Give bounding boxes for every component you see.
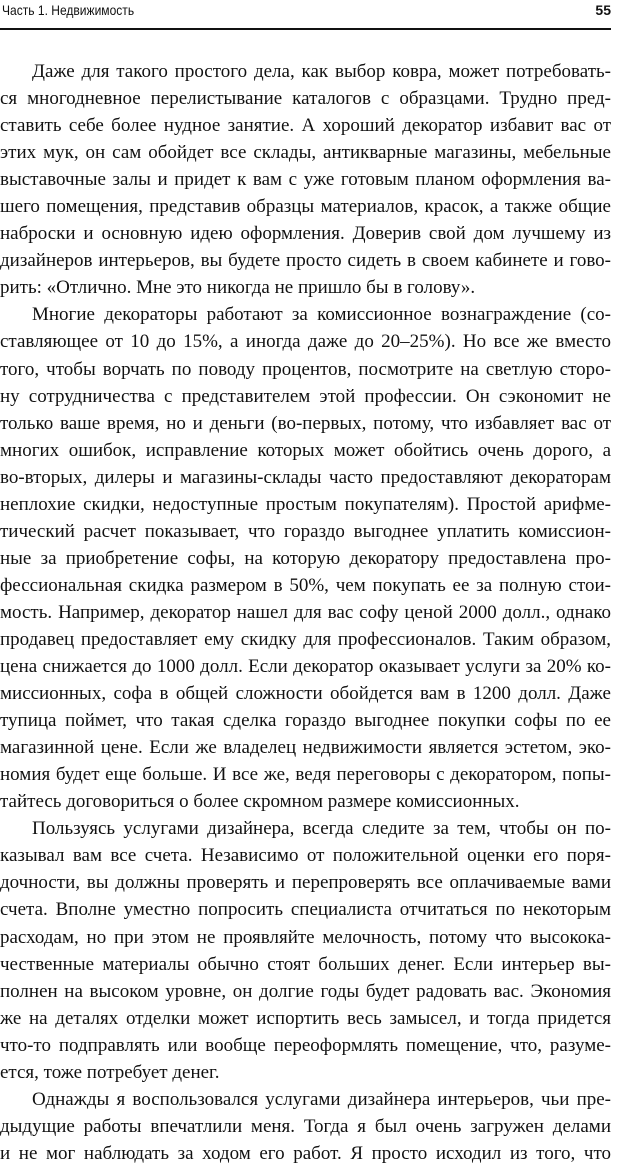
text-line: казывал вам все счета. Независимо от положительной оценки его поря- (0, 845, 611, 867)
text-line: тайтесь договориться о более скромном размере комиссионных. (0, 791, 520, 813)
page-number: 55 (595, 2, 611, 18)
text-line: ные за приобретение софы, на которую декоратору предоставлена про- (0, 547, 611, 569)
text-line: цена снижается до 1000 долл. Если декоратор оказывает услуги за 20% ко- (0, 656, 611, 678)
text-line: полнен на высоком уровне, он долгие годы будет радовать вас. Экономия (0, 980, 611, 1002)
text-line: счета. Вполне уместно попросить специалиста отчитаться по некоторым (0, 899, 611, 921)
text-line: только ваше время, но и деньги (во-первых, потому, что избавляет вас от (0, 412, 611, 434)
text-line: дыдущие работы впечатлили меня. Тогда я был очень загружен делами (0, 1115, 611, 1137)
text-line: Даже для такого простого дела, как выбор ковра, может потребовать- (32, 61, 611, 82)
text-line: во-вторых, дилеры и магазины-склады часто предоставляют декораторам (0, 466, 611, 488)
paragraph (0, 58, 611, 301)
text-line: ну сотрудничества с представителем этой профессии. Он сэкономит не (0, 385, 611, 407)
text-line: неплохие скидки, недоступные простым покупателям). Простой арифме- (0, 493, 611, 515)
text-line: выставочные залы и придет к вам с уже готовым планом оформления ва- (0, 169, 611, 191)
text-line: тический расчет показывает, что гораздо выгоднее уплатить комиссион- (0, 520, 611, 542)
body-text (0, 58, 611, 1167)
text-line: и не мог наблюдать за ходом его работ. Я просто исходил из того, что (0, 1142, 611, 1164)
text-line: продавец предоставляет ему скидку для профессионалов. Таким образом, (0, 628, 611, 650)
text-line: магазинной цене. Если же владелец недвижимости является эстетом, эко- (0, 737, 611, 759)
text-line: Однажды я воспользовался услугами дизайнера интерьеров, чьи пре- (32, 1088, 611, 1110)
text-line: наброски и основную идею оформления. Доверив свой дом лучшему из (0, 223, 611, 245)
running-header (0, 0, 611, 30)
text-line: этих мук, он сам обойдет все склады, антикварные магазины, мебельные (0, 142, 611, 164)
text-line: Многие декораторы работают за комиссионное вознаграждение (со- (32, 304, 611, 326)
text-line: номия будет еще больше. И все же, ведя переговоры с декоратором, попы- (0, 764, 611, 786)
text-line: дизайнеров интерьеров, вы будете просто сидеть в своем кабинете и гово- (0, 250, 611, 272)
text-line: рить: «Отлично. Мне это никогда не пришло бы в голову». (0, 277, 476, 299)
text-line: ставить себе более нудное занятие. А хороший декоратор избавит вас от (0, 115, 611, 137)
text-line: Пользуясь услугами дизайнера, всегда следите за тем, чтобы он по- (32, 818, 611, 840)
text-line: мость. Например, декоратор нашел для вас софу ценой 2000 долл., однако (0, 601, 611, 623)
text-line: миссионных, софа в общей сложности обойдется вам в 1200 долл. Даже (0, 683, 611, 705)
paragraph (0, 301, 611, 815)
text-line: ется, тоже потребует денег. (0, 1061, 220, 1083)
paragraph (0, 1086, 611, 1167)
running-header-section-title: Часть 1. Недвижимость (2, 2, 135, 18)
text-line: чественные материалы обычно стоят больших денег. Если интерьер вы- (0, 953, 611, 975)
text-line: тупица поймет, что такая сделка гораздо выгоднее покупки софы по ее (0, 710, 611, 732)
text-line: дочности, вы должны проверять и перепроверять все оплачиваемые вами (0, 872, 611, 894)
paragraph (0, 815, 611, 1085)
text-line: многих ошибок, исправление которых может обойтись очень дорого, а (0, 439, 611, 461)
text-line: шего помещения, представив образцы материалов, красок, а также общие (0, 196, 611, 218)
text-line: же на деталях отделки может испортить весь замысел, и тогда придется (0, 1007, 611, 1029)
text-line: фессиональная скидка размером в 50%, чем покупать ее за полную стои- (0, 574, 611, 596)
text-line: расходам, но при этом не проявляйте мелочность, потому что высокока- (0, 926, 611, 948)
text-line: ся многодневное перелистывание каталогов с образцами. Трудно пред- (0, 88, 611, 110)
text-line: того, чтобы ворчать по поводу процентов, посмотрите на светлую сторо- (0, 358, 611, 380)
text-line: ставляющее от 10 до 15%, а иногда даже до 20–25%). Но все же вместо (0, 331, 611, 353)
text-line: что-то подправлять или вообще переоформлять помещение, что, разуме- (0, 1034, 611, 1056)
